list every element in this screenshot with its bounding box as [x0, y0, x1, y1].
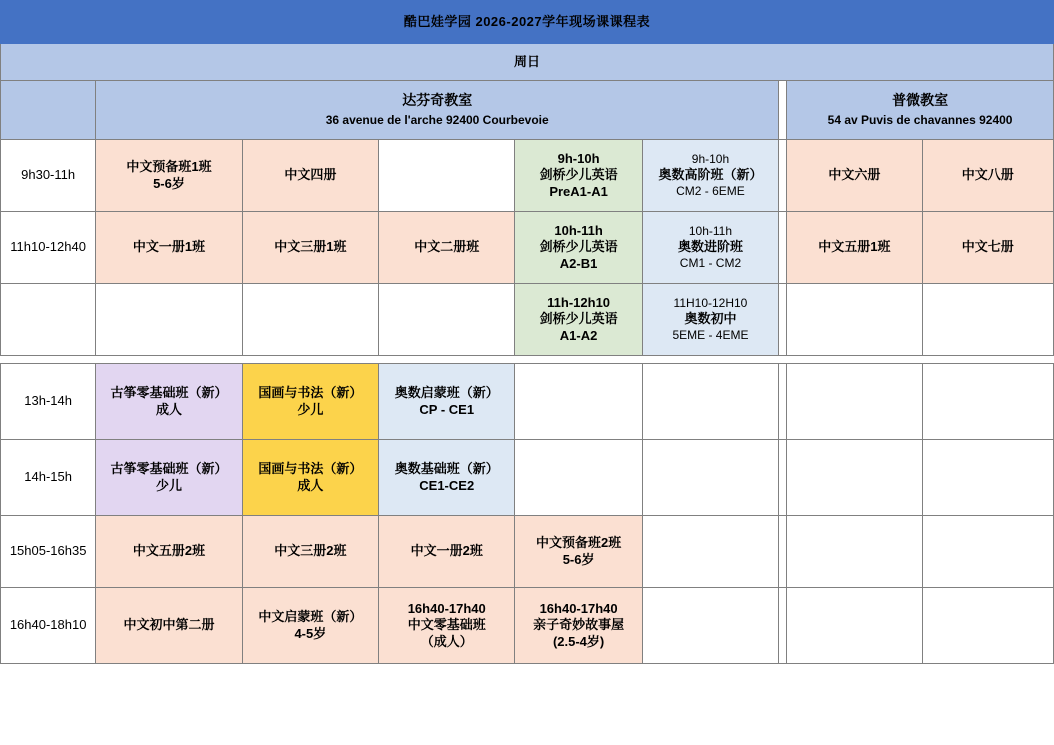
class-cell-content [515, 144, 641, 208]
class-cell-line: 10h-11h [688, 224, 733, 239]
class-cell[interactable] [96, 140, 242, 212]
campus-gap-cell [779, 284, 787, 356]
class-cell-content [787, 144, 921, 208]
room-header-row [1, 81, 1054, 140]
empty-cell [242, 284, 378, 356]
class-cell-line: 中文五册1班 [818, 239, 891, 255]
room-name-puvis: 普微教室 [892, 91, 949, 108]
time-slot-label: 11h10-12h40 [1, 212, 96, 284]
campus-gap-cell [779, 516, 787, 588]
class-cell[interactable] [96, 588, 242, 664]
class-cell-line: 古筝零基础班（新） [110, 461, 228, 477]
class-cell[interactable] [242, 212, 378, 284]
class-cell-content [923, 288, 1053, 352]
class-cell[interactable] [379, 516, 515, 588]
class-cell-content [787, 446, 921, 510]
class-cell-content [379, 144, 514, 208]
class-cell-line: 中文一册2班 [410, 543, 483, 559]
class-cell[interactable] [642, 212, 778, 284]
class-cell-line: 9h-10h [691, 152, 730, 167]
campus-gap-cell [779, 364, 787, 440]
class-cell-content [379, 520, 514, 584]
class-cell-line: 中文预备班1班 [126, 159, 212, 175]
empty-cell [379, 140, 515, 212]
page-title: 酷巴娃学园 2026-2027学年现场课课程表 [1, 1, 1054, 44]
day-row [1, 44, 1054, 81]
campus-gap-cell [779, 140, 787, 212]
time-slot-label: 13h-14h [1, 364, 96, 440]
separator-cell [779, 356, 787, 364]
class-cell-line: CM1 - CM2 [679, 255, 742, 270]
empty-cell [922, 588, 1053, 664]
class-cell-line: 中文七册 [961, 239, 1014, 255]
class-cell-line: PreA1-A1 [549, 183, 608, 199]
class-cell-content [643, 144, 778, 208]
separator-cell [922, 356, 1053, 364]
class-cell-line: A1-A2 [559, 327, 598, 343]
class-cell-content [515, 594, 641, 658]
class-cell-line: 剑桥少儿英语 [539, 239, 618, 255]
class-cell-line: 成人 [155, 401, 182, 417]
class-cell-content [787, 216, 921, 280]
class-cell[interactable] [242, 588, 378, 664]
class-cell[interactable] [515, 284, 642, 356]
class-cell[interactable] [242, 140, 378, 212]
corner-cell [1, 81, 96, 140]
empty-cell [787, 516, 922, 588]
empty-cell [787, 364, 922, 440]
room-address-davinci: 36 avenue de l'arche 92400 Courbevoie [325, 113, 549, 128]
class-cell-content [923, 144, 1053, 208]
empty-cell [379, 284, 515, 356]
class-cell-content [96, 520, 241, 584]
class-cell[interactable] [96, 516, 242, 588]
class-cell-line: 国画与书法（新） [258, 461, 363, 477]
empty-cell [922, 364, 1053, 440]
class-cell-line: 中文零基础班 [407, 617, 486, 633]
class-cell[interactable] [96, 212, 242, 284]
schedule-row [1, 364, 1054, 440]
separator-cell [787, 356, 922, 364]
class-cell-content [515, 216, 641, 280]
class-cell-line: 中文四册 [284, 167, 337, 183]
class-cell-line: 亲子奇妙故事屋 [533, 617, 625, 633]
class-cell[interactable] [515, 140, 642, 212]
class-cell-content [923, 370, 1053, 434]
class-cell-line: 5-6岁 [153, 175, 185, 191]
class-cell-content [515, 288, 641, 352]
empty-cell [642, 588, 778, 664]
class-cell[interactable] [642, 284, 778, 356]
empty-cell [922, 284, 1053, 356]
class-cell-line: 奥数启蒙班（新） [394, 385, 499, 401]
class-cell-line: 古筝零基础班（新） [110, 385, 228, 401]
class-cell-content [643, 594, 778, 658]
class-cell[interactable] [242, 440, 378, 516]
class-cell[interactable] [242, 364, 378, 440]
class-cell-line: A2-B1 [559, 255, 598, 271]
class-cell-content [96, 144, 241, 208]
schedule-row [1, 212, 1054, 284]
class-cell[interactable] [96, 364, 242, 440]
class-cell-content [923, 594, 1053, 658]
schedule-row [1, 516, 1054, 588]
class-cell-line: 剑桥少儿英语 [539, 167, 618, 183]
class-cell-content [243, 216, 378, 280]
class-cell-content [96, 216, 241, 280]
class-cell-line: 中文六册 [828, 167, 881, 183]
class-cell-line: (2.5-4岁) [552, 633, 605, 649]
class-cell-line: 中文五册2班 [132, 543, 206, 559]
class-cell[interactable] [379, 440, 515, 516]
class-cell[interactable] [642, 140, 778, 212]
class-cell-line: 中文一册1班 [132, 239, 206, 255]
class-cell-content [96, 446, 241, 510]
class-cell-content [923, 446, 1053, 510]
class-cell-line: 成人 [297, 477, 324, 493]
schedule-body [1, 1, 1054, 664]
class-cell-content [923, 520, 1053, 584]
class-cell-content [243, 594, 378, 658]
class-cell-line: 剑桥少儿英语 [539, 311, 618, 327]
class-cell-content [643, 520, 778, 584]
empty-cell [787, 440, 922, 516]
class-cell-line: 奥数初中 [684, 311, 737, 327]
schedule-row [1, 140, 1054, 212]
class-cell-line: 5-6岁 [562, 551, 595, 567]
class-cell-line: 少儿 [297, 401, 324, 417]
class-cell-content [96, 594, 241, 658]
separator-cell [515, 356, 642, 364]
class-cell-line: 9h-10h [557, 151, 600, 167]
empty-cell [515, 440, 642, 516]
separator-cell [379, 356, 515, 364]
class-cell-content [379, 594, 514, 658]
class-cell-content [96, 288, 241, 352]
class-cell[interactable] [787, 140, 922, 212]
class-cell-line: 11h-12h10 [547, 295, 611, 311]
class-cell-content [515, 520, 641, 584]
class-cell-line: 16h40-17h40 [407, 601, 486, 617]
separator-cell [96, 356, 242, 364]
empty-cell [96, 284, 242, 356]
schedule-row [1, 284, 1054, 356]
class-cell[interactable] [242, 516, 378, 588]
campus-gap-cell [779, 440, 787, 516]
class-cell-line: 中文二册班 [414, 239, 480, 255]
class-cell-line: 奥数高阶班（新） [658, 167, 763, 183]
class-cell-content [379, 216, 514, 280]
class-cell-content [379, 370, 514, 434]
empty-cell [922, 440, 1053, 516]
class-cell-line: 4-5岁 [294, 625, 327, 641]
class-cell-line: 10h-11h [554, 223, 603, 239]
empty-cell [515, 364, 642, 440]
empty-cell [642, 516, 778, 588]
class-cell-line: 奥数基础班（新） [394, 461, 499, 477]
class-cell-content [96, 370, 241, 434]
class-cell-content [243, 370, 378, 434]
class-cell-content [643, 288, 778, 352]
time-slot-label [1, 284, 96, 356]
class-cell-line: 中文八册 [961, 167, 1014, 183]
separator-cell [242, 356, 378, 364]
class-cell-content [379, 288, 514, 352]
class-cell[interactable] [515, 516, 642, 588]
column-gap-header [779, 81, 787, 140]
separator-cell [1, 356, 96, 364]
class-cell-content [643, 370, 778, 434]
class-cell-content [787, 594, 921, 658]
class-cell-content [923, 216, 1053, 280]
empty-cell [787, 284, 922, 356]
campus-gap-cell [779, 588, 787, 664]
schedule-row [1, 440, 1054, 516]
class-cell[interactable] [515, 212, 642, 284]
empty-cell [642, 364, 778, 440]
class-cell-line: 中文初中第二册 [123, 617, 215, 633]
class-cell-content [643, 216, 778, 280]
class-cell[interactable] [787, 212, 922, 284]
class-cell-content [643, 446, 778, 510]
room-header-davinci [96, 81, 779, 140]
class-cell-content [243, 144, 378, 208]
campus-gap-cell [779, 212, 787, 284]
empty-cell [922, 516, 1053, 588]
block-separator-row [1, 356, 1054, 364]
class-cell[interactable] [515, 588, 642, 664]
schedule-row [1, 588, 1054, 664]
class-cell[interactable] [922, 140, 1053, 212]
class-cell-line: 国画与书法（新） [258, 385, 363, 401]
class-cell[interactable] [379, 364, 515, 440]
title-row [1, 1, 1054, 44]
class-cell[interactable] [922, 212, 1053, 284]
class-cell-content [515, 370, 641, 434]
separator-cell [642, 356, 778, 364]
room-name-davinci: 达芬奇教室 [402, 91, 473, 108]
class-cell-content [787, 288, 921, 352]
time-slot-label: 15h05-16h35 [1, 516, 96, 588]
class-cell-content [787, 520, 921, 584]
class-cell-line: 中文三册1班 [274, 239, 347, 255]
time-slot-label: 9h30-11h [1, 140, 96, 212]
empty-cell [787, 588, 922, 664]
class-cell-content [515, 446, 641, 510]
class-cell-line: 少儿 [155, 477, 182, 493]
class-cell-content [379, 446, 514, 510]
class-cell-line: 16h40-17h40 [539, 601, 618, 617]
room-header-puvis [787, 81, 1054, 140]
class-cell-content [243, 288, 378, 352]
class-cell-line: 中文三册2班 [274, 543, 347, 559]
day-header: 周日 [1, 44, 1054, 81]
class-cell-line: CE1-CE2 [419, 477, 475, 493]
class-cell-line: 中文预备班2班 [535, 535, 622, 551]
time-slot-label: 16h40-18h10 [1, 588, 96, 664]
class-cell-content [243, 446, 378, 510]
class-cell-line: CM2 - 6EME [676, 183, 745, 198]
empty-cell [642, 440, 778, 516]
class-cell-line: 中文启蒙班（新） [258, 609, 363, 625]
time-slot-label: 14h-15h [1, 440, 96, 516]
class-cell[interactable] [379, 588, 515, 664]
room-address-puvis: 54 av Puvis de chavannes 92400 [827, 113, 1013, 128]
class-cell[interactable] [379, 212, 515, 284]
class-cell-line: 5EME - 4EME [672, 327, 749, 342]
class-cell-content [243, 520, 378, 584]
class-cell-line: CP - CE1 [419, 401, 475, 417]
class-cell-line: 11H10-12H10 [673, 296, 748, 311]
class-cell-line: 奥数进阶班 [677, 239, 743, 255]
class-cell[interactable] [96, 440, 242, 516]
class-cell-content [787, 370, 921, 434]
class-cell-line: （成人） [420, 633, 473, 649]
